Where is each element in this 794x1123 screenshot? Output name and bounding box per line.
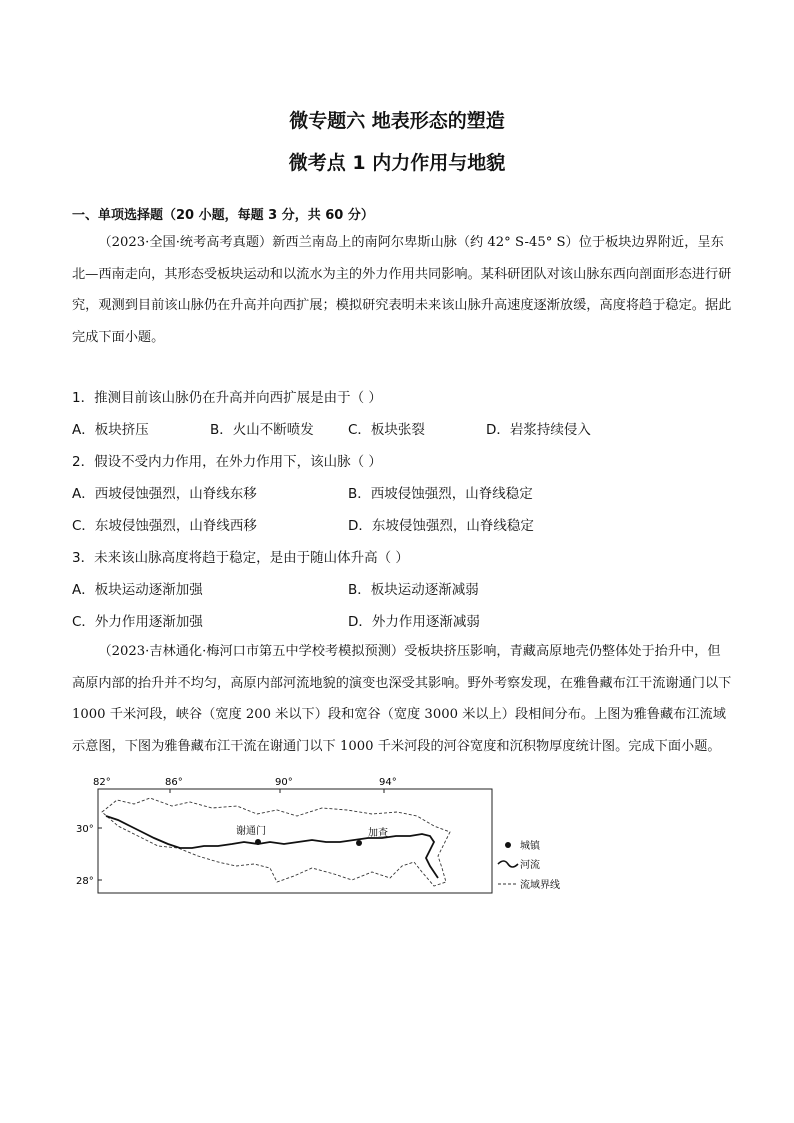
q3-option-b: B．板块运动逐渐减弱 (348, 582, 479, 598)
topic-title: 微专题六 地表形态的塑造 (289, 110, 505, 132)
lat-label-30: 30° (76, 824, 94, 835)
legend-boundary: 流域界线 (520, 880, 560, 891)
question-3: 3．未来该山脉高度将趋于稳定，是由于随山体升高（ ） (72, 550, 409, 566)
lat-label-28: 28° (76, 876, 94, 887)
town-jiacha-label: 加查 (368, 828, 388, 839)
lon-label-82: 82° (93, 777, 111, 788)
town-jiacha-marker (356, 840, 362, 846)
q1-option-a: A．板块挤压 (72, 422, 149, 438)
subtopic-title: 微考点 1 内力作用与地貌 (288, 152, 506, 174)
q2-option-b: B．西坡侵蚀强烈，山脊线稳定 (348, 486, 533, 502)
lon-label-86: 86° (165, 777, 183, 788)
yarlung-tsangpo-river (106, 816, 438, 878)
yarlung-tsangpo-basin-map (72, 772, 572, 902)
legend-town: 城镇 (520, 841, 540, 852)
passage-1: （2023·全国·统考高考真题）新西兰南岛上的南阿尔卑斯山脉（约 42° S-45° S）位于板块边界附近，呈东北—西南走向，其形态受板块运动和以流水为主的外力作用共同影响。某科研团队对该山脉东西向剖面形态进行研究，观测到目前该山脉仍在升高并向西扩展；模拟研究表明未来该山脉升高速度逐渐放缓，高度将趋于稳定。据此完成下面小题。 (72, 235, 732, 345)
map-legend (498, 839, 560, 891)
q3-option-d: D．外力作用逐渐减弱 (348, 614, 480, 630)
town-xietongmen-marker (255, 839, 261, 845)
q1-option-c: C．板块张裂 (348, 422, 425, 438)
q1-option-d: D．岩浆持续侵入 (486, 422, 591, 438)
q2-option-c: C．东坡侵蚀强烈，山脊线西移 (72, 518, 257, 534)
question-2: 2．假设不受内力作用，在外力作用下，该山脉（ ） (72, 454, 382, 470)
town-xietongmen-label: 谢通门 (236, 826, 266, 837)
q2-option-d: D．东坡侵蚀强烈，山脊线稳定 (348, 518, 534, 534)
q1-option-b: B．火山不断喷发 (210, 422, 314, 438)
q3-option-c: C．外力作用逐渐加强 (72, 614, 203, 630)
question-1: 1．推测目前该山脉仍在升高并向西扩展是由于（ ） (72, 390, 382, 406)
section-heading: 一、单项选择题（20 小题，每题 3 分，共 60 分） (72, 208, 374, 223)
q3-option-a: A．板块运动逐渐加强 (72, 582, 203, 598)
q2-option-a: A．西坡侵蚀强烈，山脊线东移 (72, 486, 257, 502)
lon-label-90: 90° (275, 777, 293, 788)
lon-label-94: 94° (379, 777, 397, 788)
legend-river: 河流 (520, 860, 540, 871)
passage-2: （2023·吉林通化·梅河口市第五中学校考模拟预测）受板块挤压影响，青藏高原地壳仍整体处于抬升中，但高原内部的抬升并不均匀，高原内部河流地貌的演变也深受其影响。野外考察发现，在雅鲁藏布江干流谢通门以下 1000 千米河段，峡谷（宽度 200 米以下）段和宽谷（宽度 3000 米以上）段相间分布。上图为雅鲁藏布江流域示意图，下图为雅鲁藏布江干流在谢通门以下 1000 千米河段的河谷宽度和沉积物厚度统计图。完成下面小题。 (72, 644, 732, 754)
